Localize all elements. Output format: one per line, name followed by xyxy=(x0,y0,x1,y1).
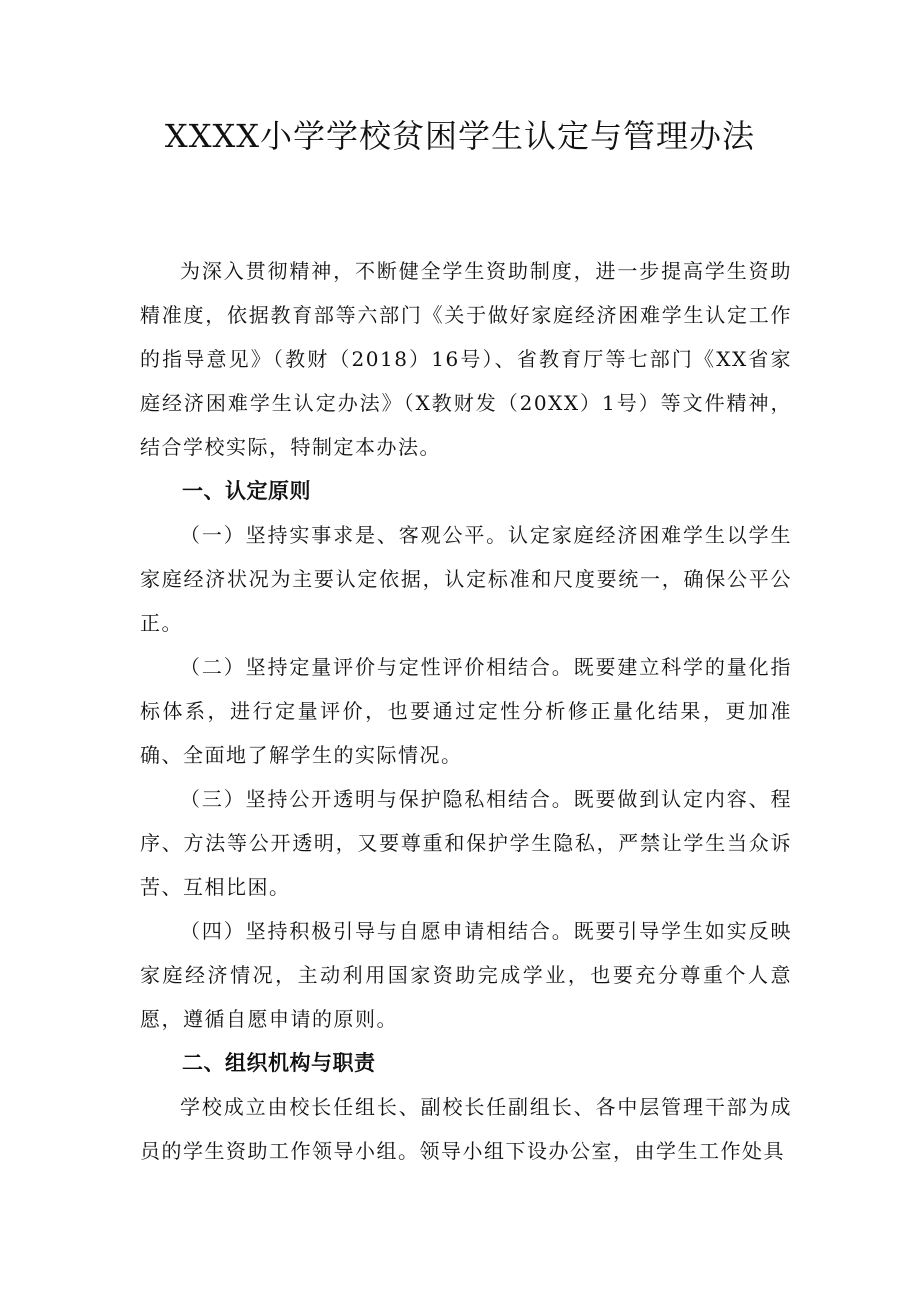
section-heading-organization: 二、组织机构与职责 xyxy=(182,1051,376,1075)
principle-paragraph-3: （三）坚持公开透明与保护隐私相结合。既要做到认定内容、程序、方法等公开透明，又要尊重和保护学生隐私，严禁让学生当众诉苦、互相比困。 xyxy=(140,787,792,899)
section-heading-principles: 一、认定原则 xyxy=(182,479,311,503)
document-body xyxy=(140,249,792,1173)
organization-paragraph: 学校成立由校长任组长、副校长任副组长、各中层管理干部为成员的学生资助工作领导小组。领导小组下设办公室，由学生工作处具 xyxy=(140,1095,792,1163)
intro-paragraph: 为深入贯彻精神，不断健全学生资助制度，进一步提高学生资助精准度，依据教育部等六部门《关于做好家庭经济困难学生认定工作的指导意见》（教财（2018）16号）、省教育厅等七部门《XX省家庭经济困难学生认定办法》（X教财发（20XX）1号）等文件精神，结合学校实际，特制定本办法。 xyxy=(140,259,792,459)
principle-paragraph-2: （二）坚持定量评价与定性评价相结合。既要建立科学的量化指标体系，进行定量评价，也要通过定性分析修正量化结果，更加准确、全面地了解学生的实际情况。 xyxy=(140,655,792,767)
principle-paragraph-1: （一）坚持实事求是、客观公平。认定家庭经济困难学生以学生家庭经济状况为主要认定依据，认定标准和尺度要统一，确保公平公正。 xyxy=(140,523,792,635)
principle-paragraph-4: （四）坚持积极引导与自愿申请相结合。既要引导学生如实反映家庭经济情况，主动利用国家资助完成学业，也要充分尊重个人意愿，遵循自愿申请的原则。 xyxy=(140,919,792,1031)
document-title: XXXX小学学校贫困学生认定与管理办法 xyxy=(164,117,756,155)
